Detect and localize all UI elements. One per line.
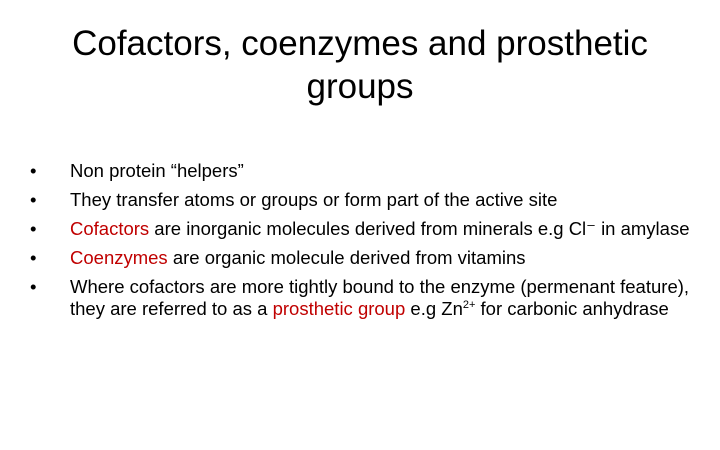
bullet-text-after: for carbonic anhydrase — [475, 297, 669, 319]
bullet-marker: • — [30, 247, 37, 268]
bullet-text-mid: e.g Zn — [405, 297, 463, 319]
term-cofactors: Cofactors — [70, 218, 150, 239]
bullet-item-coenzymes — [30, 247, 690, 269]
zinc-charge-superscript: 2+ — [462, 298, 476, 311]
bullet-marker: • — [30, 189, 37, 210]
term-prosthetic-group: prosthetic group — [272, 297, 406, 319]
slide-title — [40, 22, 680, 108]
slide-title-line-2: groups — [306, 67, 414, 106]
bullet-text: are organic molecule derived from vitamins — [167, 247, 526, 268]
bullet-marker: • — [30, 276, 37, 297]
bullet-item-helpers — [30, 160, 690, 182]
bullet-marker: • — [30, 160, 37, 181]
bullet-list — [30, 160, 690, 327]
bullet-item-cofactors — [30, 218, 690, 240]
bullet-text: They transfer atoms or groups or form part of the active site — [70, 189, 558, 210]
bullet-text-before: Where cofactors are more tightly bound to the enzyme (permenant feature), they are referred to as a — [70, 276, 690, 319]
bullet-text: are inorganic molecules derived from minerals e.g Cl⁻ in amylase — [149, 218, 690, 239]
bullet-text: Non protein “helpers” — [70, 160, 244, 181]
bullet-item-transfer — [30, 189, 690, 211]
bullet-item-prosthetic-group — [30, 276, 690, 319]
slide-title-line-1: Cofactors, coenzymes and prosthetic — [72, 24, 648, 63]
term-coenzymes: Coenzymes — [70, 247, 168, 268]
bullet-marker: • — [30, 218, 37, 239]
